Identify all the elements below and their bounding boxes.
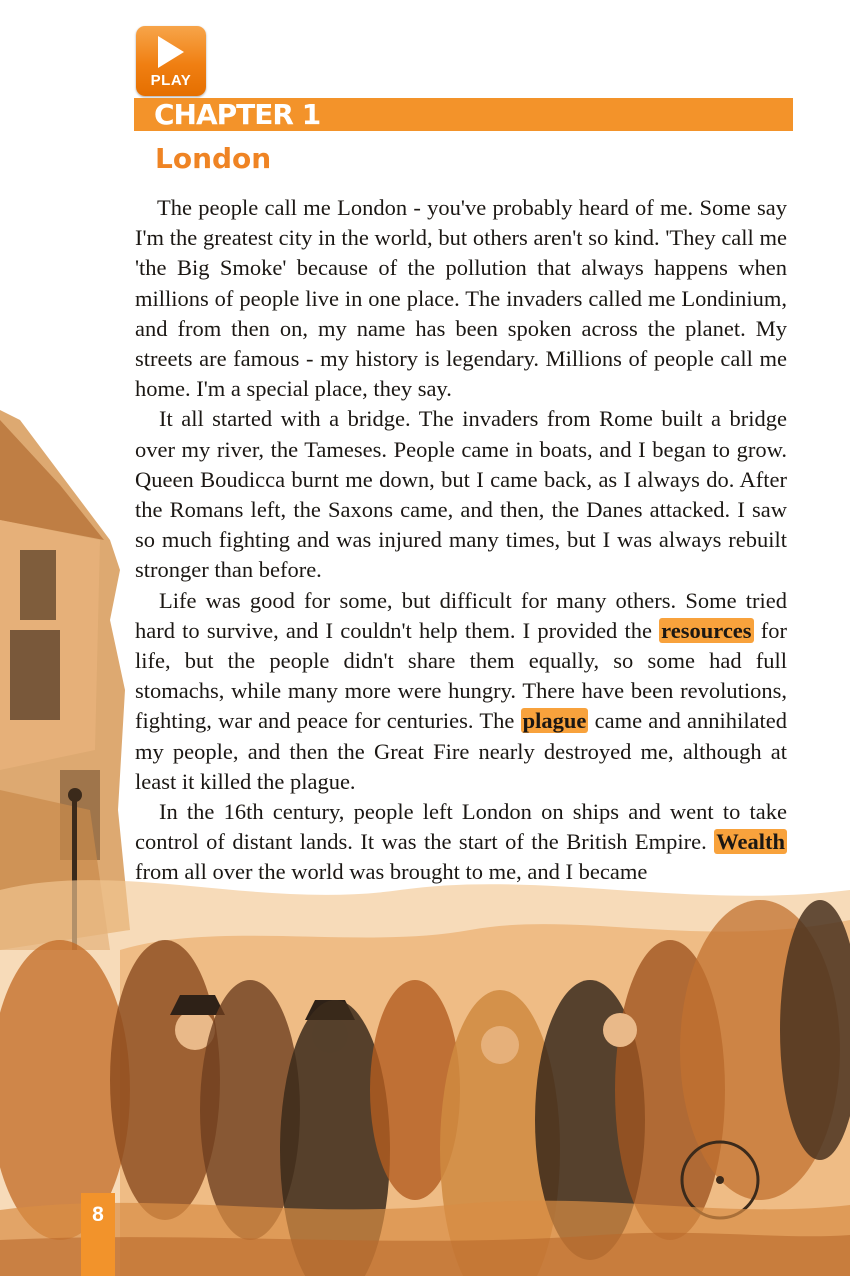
paragraph-text: for life, but the people didn't share them equally, so some had full stomachs, while many more were hungry. There have been revolutions, fighting, war and peace for centuries. The <box>135 617 787 734</box>
page-number: 8 <box>81 1193 115 1276</box>
paragraph-text: In the 16th century, people left London on ships and went to take control of distant lands. It was the start of the British Empire. <box>135 799 787 855</box>
paragraph-text: came and annihilated my people, and then the Great Fire nearly destroyed me, although at least it killed the plague. <box>135 708 787 794</box>
paragraph <box>135 193 787 404</box>
paragraph <box>135 586 787 797</box>
paragraph-text: Life was good for some, but difficult for many others. Some tried hard to survive, and I couldn't help them. I provided the <box>135 587 787 643</box>
glossary-word-plague[interactable]: plague <box>522 708 587 734</box>
chapter-banner <box>134 98 793 131</box>
glossary-word-wealth[interactable]: Wealth <box>716 829 785 855</box>
paragraph <box>135 797 787 888</box>
play-audio-button[interactable] <box>136 26 206 96</box>
paragraph-text: from all over the world was brought to me, and I became <box>135 859 648 885</box>
chapter-title: CHAPTER 1 <box>154 98 321 131</box>
play-icon <box>158 36 184 68</box>
paragraph <box>135 404 787 585</box>
paragraph-text: The people call me London - you've probably heard of me. Some say I'm the greatest city in the world, but others aren't so kind. 'They call me 'the Big Smoke' because of the pollution that always happens when millions of people live in one place. The invaders called me Londinium, and from then on, my name has been spoken across the planet. My streets are famous - my history is legendary. Millions of people call me home. I'm a special place, they say. <box>135 195 787 402</box>
section-title: London <box>155 142 272 175</box>
paragraph-text: It all started with a bridge. The invaders from Rome built a bridge over my river, the Tameses. People came in boats, and I began to grow. Queen Boudicca burnt me down, but I came back, as I always do. After the Romans left, the Saxons came, and then, the Danes attacked. I saw so much fighting and was injured many times, but I was always rebuilt stronger than before. <box>135 406 787 583</box>
building-illustration <box>0 410 130 950</box>
story-text <box>135 193 787 888</box>
glossary-word-resources[interactable]: resources <box>661 617 752 643</box>
play-label: PLAY <box>150 72 192 89</box>
